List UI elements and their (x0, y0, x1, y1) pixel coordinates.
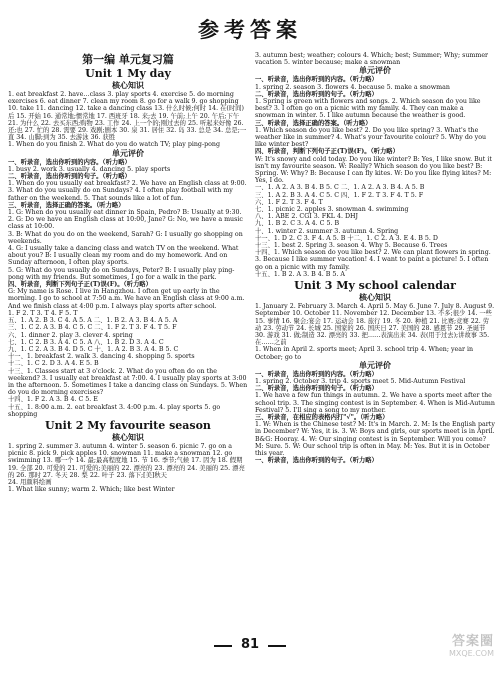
heading-major-left-column-29: Unit 2 My favourite season (45, 418, 211, 432)
line-right-column-11: 三、1. A 2. B 3. A 4. C 5. C 四、1. F 2. T 3. F 4. T 5. F (255, 191, 424, 199)
line-right-column-20: 十五、1. B 2. A 3. B 4. B 5. A (255, 270, 345, 278)
section-title-right-column-8: 四、听录音，判断下列句子正(T)误(F)。（听力略） (255, 148, 399, 156)
section-title-right-column-28: 二、听录音，选出你听到的句子。（听力略） (255, 385, 378, 393)
line-right-column-14: 八、1. ABE 2. CGI 3. FKL 4. DHJ (255, 213, 359, 221)
line-right-column-13: 七、1. picnic 2. apples 3. snowman 4. swimming (255, 206, 409, 214)
line-left-column-4: 1. When do you finish 2. What do you do watch TV; play ping-pong (8, 141, 221, 149)
line-right-column-18: 十三、1. best 2. Spring 3. season 4. Why 5. Because 6. Trees (255, 242, 448, 250)
line-left-column-17: G: My name is Rose. I live in Hangzhou. I often get up early in the morning. I go to school at 7:50 a.m. We have an English class at 9:00 a.m. And we finish class at 4:00 p.m. I always play sports after school. (8, 288, 245, 310)
heading-minor-left-column-30: 核心知识 (112, 432, 144, 442)
line-left-column-26: 十三、1. Classes start at 3 o'clock. 2. What do you often do on the weekend? 3. I usually eat breakfast at 7:00. 4. I usually play sports at 3:00 in the afternoon. 5. Sometimes I take a dancing class on Sundays. 5. When do you do morning exercises? (8, 367, 248, 397)
line-left-column-19: 五、1. A 2. B 3. C 4. A 5. A 二、1. B 2. A 3. B 4. A 5. A (8, 317, 178, 325)
heading-major-left-column-0: 第一编 单元复习篇 (82, 53, 174, 66)
section-title-left-column-8: 二、听录音，选出你听到的句子。（听力略） (8, 173, 131, 181)
page-number: 81 (240, 637, 260, 652)
line-left-column-22: 七、1. C 2. B 3. A 4. C 5. A 八、1. B 2. D 3. A 4. C (8, 338, 164, 346)
line-right-column-10: 一、1. A 2. A 3. B 4. B 5. C 二、1. A 2. A 3. B 4. A 5. B (255, 184, 425, 192)
line-left-column-20: 三、1. C 2. A 3. B 4. C 5. C 二、1. F 2. T 3. F 4. T 5. F (8, 324, 177, 332)
line-left-column-33: 1. What like sunny; warm 2. Which; like best Winter (8, 486, 175, 494)
page-number-dash-right (268, 645, 286, 647)
heading-minor-left-column-2: 核心知识 (112, 81, 144, 90)
line-left-column-23: 九、1. C 2. A 3. B 4. D 5. C 十、1. A 2. B 3. A 4. B 5. C (8, 345, 179, 353)
section-title-right-column-4: 二、听录音，选出你听到的句子。（听力略） (255, 90, 378, 98)
line-right-column-31: 1. W: When is the Chinese test? M: It's in March. 2. M: Is the English party in December? W: Yes, it is. 3. W: Boys and girls, our sports meet is in April. B&G: Hooray. 4. W: Our singing contest is in September. Will you come? M: Sure. 5. W: Our school trip is often in May. M: Yes. But it is in October this year. (255, 421, 495, 457)
line-right-column-9: W: It's snowy and cold today. Do you like winter? B: Yes, I like snow. But it isn't my favourite season. W: Really? Which season do you like best? B: Spring. W: Why? B: Because I can fly kites. W: Do you like flying kites? M: Yes, I do. (255, 155, 492, 185)
line-left-column-32: 24. 用颜料绘画 (8, 478, 52, 486)
line-right-column-27: 1. spring 2. October 3. trip 4. sports meet 5. Mid-Autumn Festival (255, 377, 466, 385)
section-title-right-column-2: 一、听录音，选出你听到的内容。（听力略） (255, 76, 378, 84)
line-left-column-14: 4. G: I usually take a dancing class and watch TV on the weekend. What about you? B: I usually clean my room and do my homework. And on Sunday afternoon, I often play sports. (8, 245, 239, 267)
line-right-column-15: 九、1. B 2. C 3. A 4. C 5. B (255, 220, 340, 228)
line-right-column-5: 1. Spring is green with flowers and songs. 2. Which season do you like best? 3. I often go on a picnic with my family. 4. They can make a snowman in winter. 5. I like autumn because the weather is good. (255, 98, 481, 120)
watermark-logo (430, 630, 494, 668)
watermark-text-en: MXQE.COM (448, 649, 494, 658)
heading-major-left-column-1: Unit 1 My day (85, 67, 171, 80)
line-right-column-12: 六、1. F 2. T 3. F 4. T (255, 198, 323, 206)
watermark-text-cn: 答案圈 (451, 634, 494, 649)
line-left-column-12: 2. G: Do we have an English class at 10:00, Jane? G: No, we have a music class at 10:00. (8, 216, 243, 231)
line-left-column-28: 十五、1. 8:00 a.m. 2. eat breakfast 3. 4:00 p.m. 4. play sports 5. go shopping (8, 403, 221, 418)
section-title-right-column-32: 一、听录音，选出你听到的句子。（听力略） (255, 457, 378, 465)
line-right-column-16: 十、1. winter 2. summer 3. autumn 4. Spring (255, 227, 399, 235)
line-right-column-19: 十四、1. Which season do you like best? 2. We can plant flowers in spring. 3. Because I like summer vacation! 4. I want to paint a picture! 5. I often go on a picnic with my family. (255, 249, 491, 271)
answer-column-left (8, 52, 248, 637)
heading-major-right-column-21: Unit 3 My school calendar (294, 279, 456, 293)
line-left-column-13: 3. B: What do you do on the weekend, Sarah? G: I usually go shopping on weekends. (8, 230, 243, 245)
line-left-column-3: 1. eat breakfast 2. have…class 3. play sports 4. exercise 5. do morning exercises 6. eat dinner 7. clean my room 8. go for a walk 9. go shopping 10. take 11. dancing 12. take a dancing class 13. 什么时候;何时 14. 在(时间)后 15. 开始 16. 通常地;惯常地 17. 西班牙 18. 来;去 19. 午前;上午 20. 午后;下午 21. 为什么 22. 去买东西;购物 23. 工作 24. 上一个的;刚过去的 25. 听起来好像 26. 还;也 27. 忙的 28. 需要 29. 戏剧;剧本 30. 泉 31. 居住 32. 岛 33. 总是 34. 总是;一直 34. 山脚;到为 35. 去游泳 36. 获胜 (8, 91, 247, 142)
heading-minor-right-column-25: 单元评价 (359, 360, 391, 370)
line-right-column-0: 3. autumn best; weather; colours 4. Which; best; Summer; Why; summer vacation 5. winter because; make a snowman (255, 52, 489, 67)
line-left-column-9: 1. When do you usually eat breakfast? 2. We have an English class at 9:00. 3. What do you usually do on Sundays? 4. I often play football with my father on the weekend. 5. That sounds like a lot of fun. (8, 180, 247, 202)
section-title-left-column-6: 一、听录音，选出你听到的内容。（听力略） (8, 158, 131, 166)
section-title-left-column-10: 三、听录音，选择正确的答案。（听力略） (8, 201, 125, 209)
line-right-column-17: 十一、1. D 2. C 3. F 4. A 5. B 十二、1. C 2. A 3. E 4. B 5. D (255, 234, 438, 242)
line-left-column-18: 1. F 2. T 3. T 4. F 5. T (8, 309, 78, 317)
line-right-column-29: 1. We have a few fun things in autumn. 2. We have a sports meet after the school trip. 3. The singing contest is in September. 4. When is Mid-Autumn Festival? 5. I'll sing a song to my mother. (255, 392, 495, 414)
line-left-column-21: 六、1. dinner 2. play 3. clever 4. spring (8, 331, 133, 339)
line-right-column-24: 1. When in April 2. sports meet; April 3. school trip 4. When; year in October; go to (255, 346, 474, 361)
section-title-right-column-26: 一、听录音，选出你听到的内容。（听力略） (255, 370, 378, 378)
heading-minor-right-column-22: 核心知识 (359, 293, 391, 303)
heading-minor-left-column-5: 单元评价 (112, 148, 144, 158)
heading-minor-right-column-1: 单元评价 (359, 66, 391, 76)
line-right-column-3: 1. spring 2. season 3. flowers 4. because 5. make a snowman (255, 83, 450, 91)
line-left-column-27: 十四、1. F 2. A 3. B 4. C 5. E (8, 396, 98, 404)
page-title: 参考答案 (198, 18, 302, 42)
line-left-column-7: 1. busy 2. work 3. usually 4. dancing 5. play sports (8, 165, 171, 173)
line-left-column-11: 1. G: When do you usually eat dinner in Spain, Pedro? B: Usually at 9:30. (8, 209, 242, 217)
line-right-column-23: 1. January 2. February 3. March 4. April 5. May 6. June 7. July 8. August 9. September 10. October 11. November 12. December 13. 不多;很少 14. 一些 15. 事情 16. 聚会;宴会 17. 运动会 18. 旅行 19. 冬 20. 种植 21. 比赛;竞赛 22. 劳动 23. 劳动节 24. 长城 25. 国家的 26. 国庆日 27. 美国的 28. 感恩节 29. 圣诞节 30. 游戏 31. 做;制造 32. 漂亮的 33. 把……表演出来 34. 表(用于过去);讲故事 35. 在……之前 (255, 303, 495, 347)
line-left-column-24: 十一、1. breakfast 2. walk 3. dancing 4. shopping 5. sports (8, 353, 195, 361)
line-left-column-25: 十二、1. C 2. D 3. A 4. E 5. B (8, 360, 99, 368)
section-title-left-column-16: 四、听录音，判断下列句子正(T)误(F)。（听力略） (8, 281, 152, 289)
line-right-column-7: 1. Which season do you like best? 2. Do you like spring? 3. What's the weather like in summer? 4. What's your favourite colour? 5. Why do you like winter best? (255, 126, 487, 149)
section-title-right-column-6: 三、听录音，选择正确的答案。（听力略） (255, 119, 372, 127)
line-left-column-15: 5. G: What do you usually do on Sundays, Peter? B: I usually play ping-pong with my friends. But sometimes, I go for a walk in the park. (8, 266, 235, 281)
line-left-column-31: 1. spring 2. summer 3. autumn 4. winter 5. season 6. picnic 7. go on a picnic 8. pick 9. pick apples 10. snowman 11. make a snowman 12. go swimming 13. 哪一个 14. 最;最高程度地 15. 节 16. 季节;气候 17. 因为 18. 假期 19. 全部 20. 可爱的 21. 可爱的;美丽的 22. 漂亮的 23. 漂亮的 24. 美丽的 25. 漂亮的 26. 那时 27. 冬天 28. 梨 22. 叶子 23. 落下;[美]秋天 (8, 442, 245, 479)
section-title-right-column-30: 三、听录音，在相应的表格内打"√"。（听力略） (255, 413, 389, 421)
answer-column-right (255, 52, 495, 637)
